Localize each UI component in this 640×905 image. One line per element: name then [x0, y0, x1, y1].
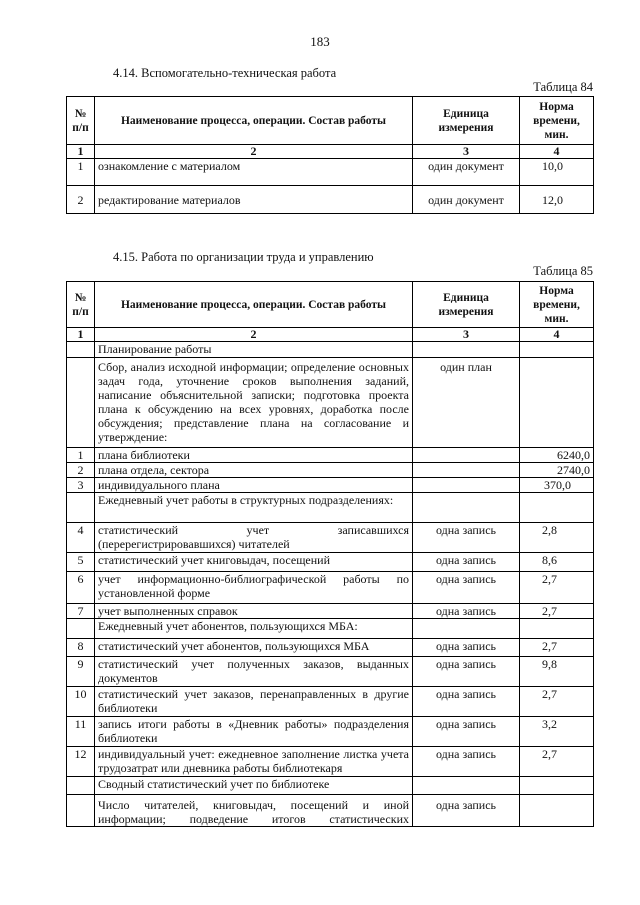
- row-unit: одна запись: [413, 795, 520, 827]
- row-unit: [413, 493, 520, 523]
- row-num: [67, 777, 95, 795]
- table-header-row: [67, 282, 594, 328]
- table-row: [67, 463, 594, 478]
- table-caption-85: Таблица 85: [533, 264, 593, 278]
- row-norm: 2,7: [520, 687, 594, 717]
- row-norm: 3,2: [520, 717, 594, 747]
- header-num: № п/п: [67, 97, 95, 145]
- row-num: 3: [67, 478, 95, 493]
- header-name: Наименование процесса, операции. Состав работы: [95, 97, 413, 145]
- row-norm: [520, 342, 594, 358]
- col-number: 2: [95, 328, 413, 342]
- row-unit: один документ: [413, 186, 520, 214]
- table-row: [67, 448, 594, 463]
- header-norm: Норма времени, мин.: [520, 97, 594, 145]
- row-name: Число читателей, книговыдач, посещений и иной информации; подведение итогов статистических: [95, 795, 413, 827]
- row-num: 8: [67, 639, 95, 657]
- row-unit: одна запись: [413, 604, 520, 619]
- table-row: [67, 747, 594, 777]
- row-num: 4: [67, 523, 95, 553]
- table-row: [67, 639, 594, 657]
- table-row: [67, 717, 594, 747]
- row-num: [67, 795, 95, 827]
- row-name: учет информационно-библиографической работы по установленной форме: [95, 572, 413, 604]
- table-row: [67, 342, 594, 358]
- table-row: [67, 493, 594, 523]
- row-norm: [520, 493, 594, 523]
- table-row: [67, 572, 594, 604]
- row-unit: одна запись: [413, 657, 520, 687]
- row-norm: 2740,0: [520, 463, 594, 478]
- row-num: 12: [67, 747, 95, 777]
- row-num: 10: [67, 687, 95, 717]
- col-number: 3: [413, 328, 520, 342]
- row-norm: 8,6: [520, 553, 594, 572]
- row-unit: одна запись: [413, 717, 520, 747]
- row-num: 1: [67, 448, 95, 463]
- row-unit: одна запись: [413, 747, 520, 777]
- row-num: [67, 619, 95, 639]
- table-row: [67, 358, 594, 448]
- table-row: [67, 478, 594, 493]
- table-row: [67, 687, 594, 717]
- col-number: 1: [67, 328, 95, 342]
- row-num: 5: [67, 553, 95, 572]
- row-unit: один план: [413, 358, 520, 448]
- row-name: индивидуальный учет: ежедневное заполнение листка учета трудозатрат или дневника работы библиотекаря: [95, 747, 413, 777]
- row-num: 1: [67, 159, 95, 186]
- row-norm: 2,8: [520, 523, 594, 553]
- row-norm: 10,0: [520, 159, 594, 186]
- table-row: [67, 619, 594, 639]
- table-caption-84: Таблица 84: [533, 80, 593, 94]
- header-unit: Единица измерения: [413, 282, 520, 328]
- row-unit: [413, 448, 520, 463]
- row-name: ознакомление с материалом: [95, 159, 413, 186]
- header-norm: Норма времени, мин.: [520, 282, 594, 328]
- row-norm: 2,7: [520, 572, 594, 604]
- row-norm: 370,0: [520, 478, 594, 493]
- row-name: Сводный статистический учет по библиотеке: [95, 777, 413, 795]
- table-row: [67, 186, 594, 214]
- row-unit: один документ: [413, 159, 520, 186]
- column-numbers-row: [67, 145, 594, 159]
- col-number: 4: [520, 145, 594, 159]
- header-unit: Единица измерения: [413, 97, 520, 145]
- row-norm: 9,8: [520, 657, 594, 687]
- table-row: [67, 657, 594, 687]
- table-row: [67, 777, 594, 795]
- row-unit: одна запись: [413, 572, 520, 604]
- row-name: плана библиотеки: [95, 448, 413, 463]
- row-unit: одна запись: [413, 523, 520, 553]
- row-name: учет выполненных справок: [95, 604, 413, 619]
- row-norm: [520, 358, 594, 448]
- row-num: [67, 342, 95, 358]
- row-name: индивидуального плана: [95, 478, 413, 493]
- table-header-row: [67, 97, 594, 145]
- page-number: 183: [310, 34, 330, 49]
- row-name: плана отдела, сектора: [95, 463, 413, 478]
- row-unit: [413, 777, 520, 795]
- table-85: [66, 281, 594, 827]
- row-num: [67, 358, 95, 448]
- row-norm: 2,7: [520, 604, 594, 619]
- row-name: статистический учет книговыдач, посещений: [95, 553, 413, 572]
- row-name: статистический учет абонентов, пользующихся МБА: [95, 639, 413, 657]
- row-name: редактирование материалов: [95, 186, 413, 214]
- table-84: [66, 96, 594, 214]
- row-num: 6: [67, 572, 95, 604]
- row-unit: одна запись: [413, 553, 520, 572]
- col-number: 1: [67, 145, 95, 159]
- row-unit: одна запись: [413, 639, 520, 657]
- row-unit: [413, 463, 520, 478]
- row-norm: [520, 795, 594, 827]
- section-title-4-14: 4.14. Вспомогательно-техническая работа: [113, 66, 337, 80]
- row-unit: [413, 478, 520, 493]
- section-title-4-15: 4.15. Работа по организации труда и управлению: [113, 250, 374, 264]
- row-num: 2: [67, 186, 95, 214]
- row-norm: 12,0: [520, 186, 594, 214]
- row-unit: [413, 342, 520, 358]
- column-numbers-row: [67, 328, 594, 342]
- col-number: 4: [520, 328, 594, 342]
- col-number: 3: [413, 145, 520, 159]
- header-num: № п/п: [67, 282, 95, 328]
- row-num: 11: [67, 717, 95, 747]
- row-name: статистический учет полученных заказов, выданных документов: [95, 657, 413, 687]
- row-num: 2: [67, 463, 95, 478]
- table-row: [67, 553, 594, 572]
- row-norm: [520, 619, 594, 639]
- row-num: [67, 493, 95, 523]
- col-number: 2: [95, 145, 413, 159]
- row-unit: одна запись: [413, 687, 520, 717]
- row-name: Сбор, анализ исходной информации; определение основных задач года, уточнение сроков выполнения заданий, написание объяснительной записки; подготовка проекта плана к обсуждению на всех уровнях, доработка после обсуждения; представление плана на согласование и утверждение:: [95, 358, 413, 448]
- row-name: статистический учет заказов, перенаправленных в другие библиотеки: [95, 687, 413, 717]
- row-name: Ежедневный учет абонентов, пользующихся МБА:: [95, 619, 413, 639]
- header-name: Наименование процесса, операции. Состав работы: [95, 282, 413, 328]
- row-name: Ежедневный учет работы в структурных подразделениях:: [95, 493, 413, 523]
- table-row: [67, 523, 594, 553]
- row-name: статистический учет записавшихся (перерегистрировавшихся) читателей: [95, 523, 413, 553]
- row-num: 9: [67, 657, 95, 687]
- table-row: [67, 159, 594, 186]
- row-norm: 6240,0: [520, 448, 594, 463]
- row-unit: [413, 619, 520, 639]
- table-row: [67, 795, 594, 827]
- row-name: Планирование работы: [95, 342, 413, 358]
- table-row: [67, 604, 594, 619]
- row-norm: 2,7: [520, 639, 594, 657]
- row-norm: [520, 777, 594, 795]
- row-name: запись итоги работы в «Дневник работы» подразделения библиотеки: [95, 717, 413, 747]
- row-norm: 2,7: [520, 747, 594, 777]
- row-num: 7: [67, 604, 95, 619]
